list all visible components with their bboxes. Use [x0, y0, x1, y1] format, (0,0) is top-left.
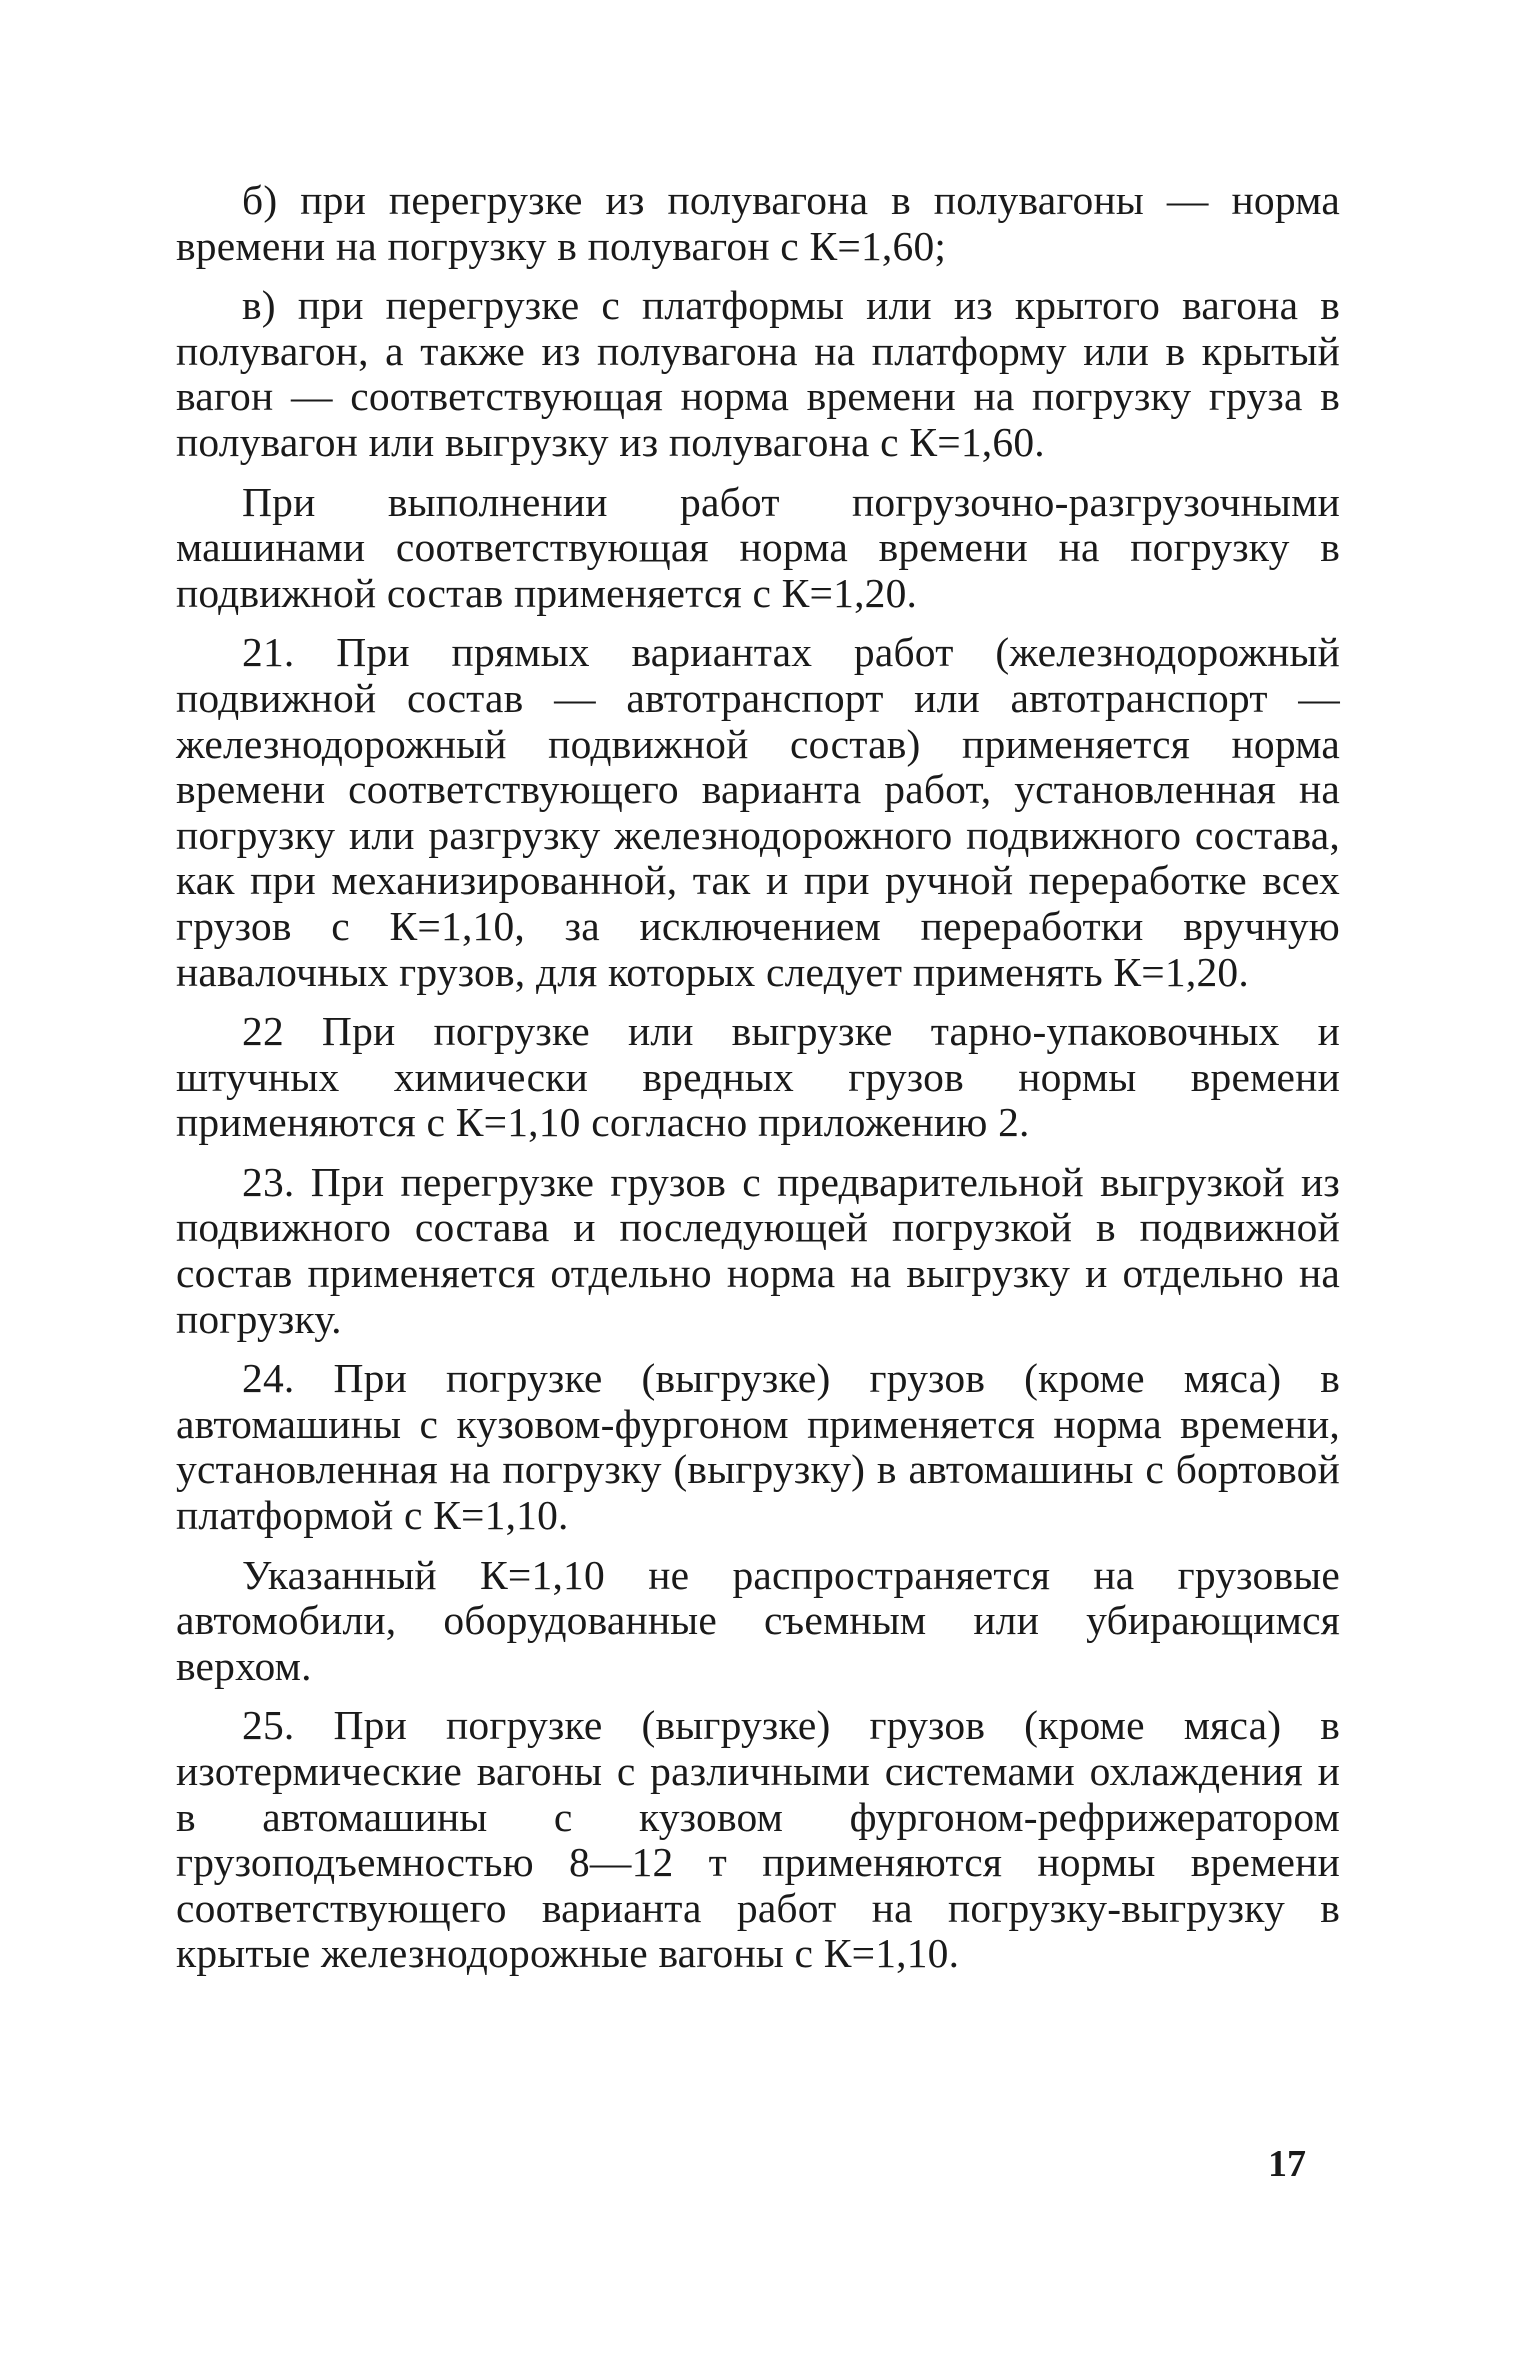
document-body — [176, 178, 1340, 1991]
paragraph-24: 24. При погрузке (выгрузке) грузов (кроме мяса) в автомашины с кузовом-фургоном применяется норма времени, установленная на погрузку (выгрузку) в автомашины с бортовой платформой с К=1,10. — [176, 1355, 1340, 1539]
paragraph-21: 21. При прямых вариантах работ (железнодорожный подвижной состав — автотранспорт или автотранспорт — железнодорожный подвижной состав) применяется норма времени соответствующего варианта работ, установленная на погрузку или разгрузку железнодорожного подвижного состава, как при механизированной, так и при ручной переработке всех грузов с К=1,10, за исключением переработки вручную навалочных грузов, для которых следует применять К=1,20. — [176, 629, 1340, 995]
paragraph-23: 23. При перегрузке грузов с предварительной выгрузкой из подвижного состава и последующей погрузкой в подвижной состав применяется отдельно норма на выгрузку и отдельно на погрузку. — [176, 1158, 1340, 1342]
paragraph-25: 25. При погрузке (выгрузке) грузов (кроме мяса) в изотермические вагоны с различными системами охлаждения и в автомашины с кузовом фургоном-рефрижератором грузоподъемностью 8—12 т применяются нормы времени соответствующего варианта работ на погрузку-выгрузку в крытые железнодорожные вагоны с К=1,10. — [176, 1702, 1340, 1977]
paragraph-v: в) при перегрузке с платформы или из крытого вагона в полувагон, а также из полувагона на платформу или в крытый вагон — соответствующая норма времени на погрузку груза в полувагон или выгрузку из полувагона с К=1,60. — [176, 282, 1340, 465]
paragraph-b: б) при перегрузке из полувагона в полувагоны — норма времени на погрузку в полувагон с К=1,60; — [176, 177, 1340, 269]
paragraph-machines: При выполнении работ погрузочно-разгрузочными машинами соответствующая норма времени на погрузку в подвижной состав применяется с К=1,20. — [176, 478, 1340, 616]
page-number: 17 — [1268, 2143, 1306, 2185]
paragraph-22: 22 При погрузке или выгрузке тарно-упаковочных и штучных химически вредных грузов нормы времени применяются с К=1,10 согласно приложению 2. — [176, 1008, 1340, 1146]
paragraph-24-note: Указанный К=1,10 не распространяется на грузовые автомобили, оборудованные съемным или убирающимся верхом. — [176, 1551, 1340, 1689]
